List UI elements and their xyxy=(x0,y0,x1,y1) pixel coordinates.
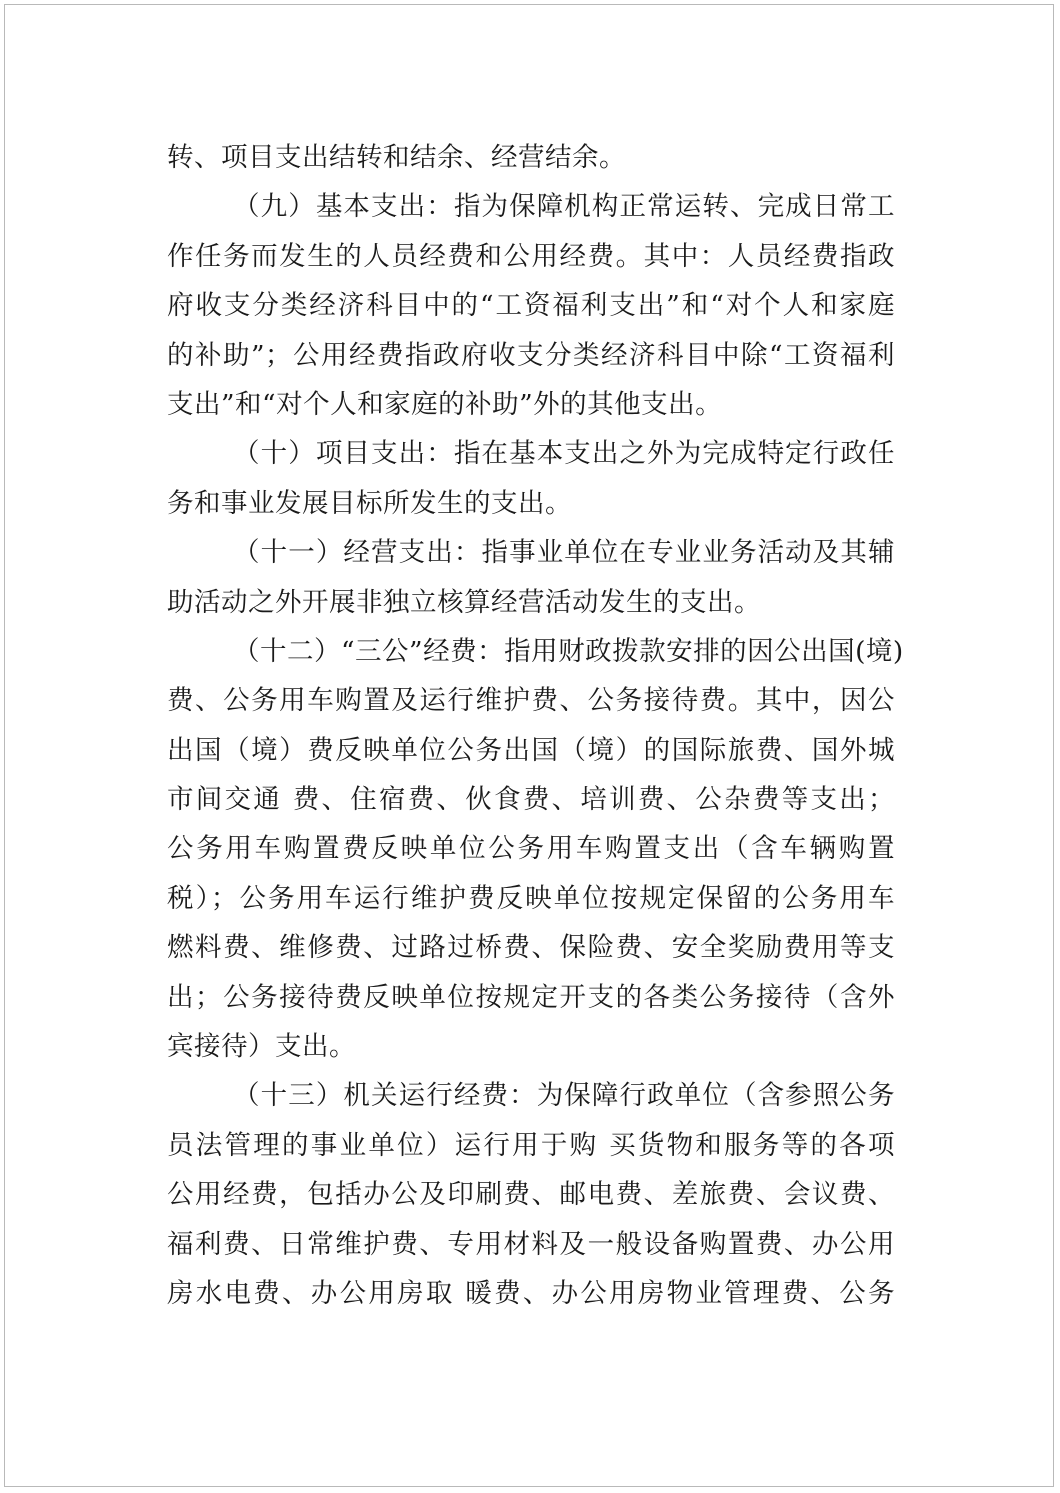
text-line: （十一）经营支出：指事业单位在专业业务活动及其辅 xyxy=(233,537,895,569)
text-line: 税）；公务用车运行维护费反映单位按规定保留的公务用车 xyxy=(167,882,895,914)
text-line: 福利费、日常维护费、专用材料及一般设备购置费、办公用 xyxy=(167,1228,895,1260)
text-line: 转、项目支出结转和结余、经营结余。 xyxy=(167,142,626,173)
paragraph-10-project-expenditure xyxy=(167,429,895,528)
text-line: 房水电费、办公用房取 暖费、办公用房物业管理费、公务 xyxy=(167,1277,895,1309)
text-line: 公务用车购置费反映单位公务用车购置支出（含车辆购置 xyxy=(167,833,895,865)
text-line: 费、公务用车购置及运行维护费、公务接待费。其中，因公 xyxy=(167,685,895,717)
text-line: （九）基本支出：指为保障机构正常运转、完成日常工 xyxy=(233,191,895,223)
text-line: 支出”和“对个人和家庭的补助”外的其他支出。 xyxy=(167,388,723,420)
document-body xyxy=(167,133,904,1318)
text-line: （十）项目支出：指在基本支出之外为完成特定行政任 xyxy=(233,438,895,470)
text-line: （十二）“三公”经费：指用财政拨款安排的因公出国(境) xyxy=(233,635,904,667)
text-line: 员法管理的事业单位）运行用于购 买货物和服务等的各项 xyxy=(167,1129,895,1161)
paragraph-12-three-public-expenses xyxy=(167,627,904,1072)
text-line: （十三）机关运行经费：为保障行政单位（含参照公务 xyxy=(233,1080,895,1112)
paragraph-9-basic-expenditure xyxy=(167,182,895,429)
text-line: 务和事业发展目标所发生的支出。 xyxy=(167,487,572,519)
text-line: 出；公务接待费反映单位按规定开支的各类公务接待（含外 xyxy=(167,981,895,1013)
text-line: 宾接待）支出。 xyxy=(167,1031,356,1063)
text-line: 市间交通 费、住宿费、伙食费、培训费、公杂费等支出； xyxy=(167,784,895,816)
text-line: 府收支分类经济科目中的“工资福利支出”和“对个人和家庭 xyxy=(167,290,895,322)
text-line: 公用经费，包括办公及印刷费、邮电费、差旅费、会议费、 xyxy=(167,1179,895,1211)
text-line: 的补助”；公用经费指政府收支分类经济科目中除“工资福利 xyxy=(167,339,895,371)
text-line: 助活动之外开展非独立核算经营活动发生的支出。 xyxy=(167,586,761,618)
text-line: 出国（境）费反映单位公务出国（境）的国际旅费、国外城 xyxy=(167,734,895,766)
paragraph-8-continuation xyxy=(167,133,895,182)
paragraph-11-operating-expenditure xyxy=(167,528,895,627)
text-line: 燃料费、维修费、过路过桥费、保险费、安全奖励费用等支 xyxy=(167,932,895,964)
paragraph-13-agency-operating-costs xyxy=(167,1071,895,1318)
text-line: 作任务而发生的人员经费和公用经费。其中：人员经费指政 xyxy=(167,240,895,272)
